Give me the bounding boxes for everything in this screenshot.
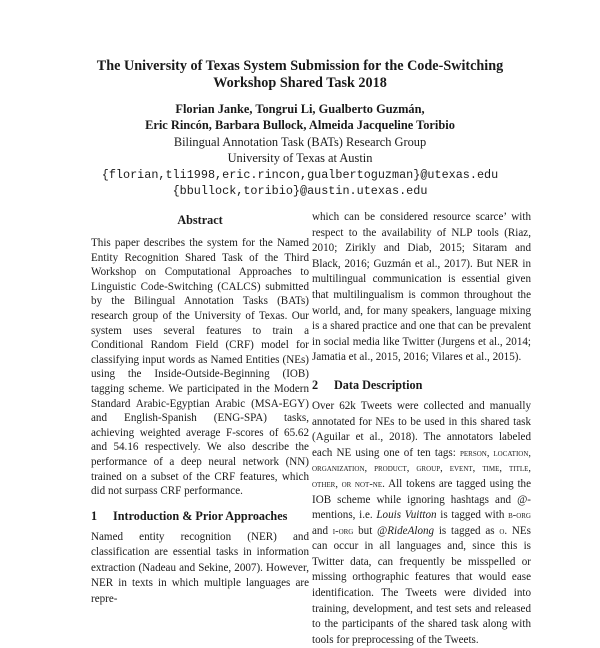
- s2-part-1: Over 62k Tweets were collected and manually annotated for NEs to be used in this shared task (Aguilar et al., 2018). The annotators labeled each NE using one of ten tags:: [312, 399, 531, 459]
- title-line-1: The University of Texas System Submission for the Code-Switching: [96, 58, 504, 74]
- email-line-1: {florian,tli1998,eric.rincon,gualbertoguzman}@utexas.edu: [101, 167, 499, 182]
- s2-part-4: and: [312, 524, 333, 537]
- s2-part-7: . NEs can occur in all languages and, since this is Twitter data, can frequently be misspelled or missing orthographic features that would ease identification. The Tweets were divided into training, development, and test sets and released to the participants of the shared task along with tools for preprocessing of the Tweets.: [312, 524, 532, 646]
- abstract-heading: Abstract: [177, 213, 223, 227]
- title-line-2: Workshop Shared Task 2018: [213, 75, 387, 91]
- section-2-text: [312, 399, 531, 648]
- authors-line-1: Florian Janke, Tongrui Li, Gualberto Guzmán,: [175, 102, 425, 116]
- section-2-number: 2: [312, 377, 319, 392]
- left-column: [91, 210, 309, 608]
- section-2-heading: [312, 378, 531, 393]
- section-1-heading: [91, 509, 309, 524]
- section-1-number: 1: [91, 508, 98, 523]
- intro-continued-text: which can be considered resource scarce’ with respect to the availability of NLP tools (Riaz, 2010; Zirikly and Diab, 2015; Sitaram and Black, 2016; Guzmán et al., 2017). But NER in multilingual communication is essential given that multilingualism is common throughout the world, and, for many speakers, language mixing is a shared practice and one that can be prevalent in social media like Twitter (Jurgens et al., 2014; Jamatia et al., 2015, 2016; Vilares et al., 2015).: [312, 211, 531, 364]
- email-line-2: {bbullock,toribio}@austin.utexas.edu: [172, 184, 428, 199]
- section-1-text: Named entity recognition (NER) and classification are essential tasks in information extraction (Nadeau and Sekine, 2007). However, NER in texts in which multiple languages are repre-: [91, 530, 309, 606]
- paper-title: [60, 58, 540, 92]
- tag-b-org: b-org: [508, 510, 531, 522]
- example-louis-vuitton: Louis Vuitton: [376, 509, 437, 522]
- affiliation-line-2: University of Texas at Austin: [227, 151, 373, 166]
- s2-part-2: . All tokens are tagged using the IOB scheme while ignoring hashtags and @-mentions, i.e.: [312, 477, 531, 522]
- author-block: [60, 101, 540, 199]
- s2-part-5: but: [353, 524, 378, 537]
- tag-i-org: i-org: [332, 525, 354, 537]
- authors-line-2: Eric Rincón, Barbara Bullock, Almeida Jacqueline Toribio: [145, 118, 455, 133]
- example-ridealong: @RideAlong: [377, 524, 435, 537]
- s2-part-3: is tagged with: [436, 509, 509, 522]
- tag-o: o: [499, 525, 505, 537]
- s2-part-6: is tagged as: [434, 524, 500, 537]
- abstract-text: This paper describes the system for the Named Entity Recognition Shared Task of the Third Workshop on Computational Approaches to Linguistic Code-Switching (CALCS) submitted by the Bilingual Annotation Tasks (BATs) research group of the University of Texas. Our system uses several features to train a Conditional Random Field (CRF) model for classifying input words as Named Entities (NEs) using the Inside-Outside-Beginning (IOB) tagging scheme. We participated in the Modern Standard Arabic-Egyptian Arabic (MSA-EGY) and English-Spanish (ENG-SPA) tasks, achieving weighted average F-scores of 65.62 and 54.16 respectively. We also describe the performance of a deep neural network (NN) trained on a subset of the CRF features, which did not surpass CRF performance.: [91, 237, 309, 498]
- section-1-title: Introduction & Prior Approaches: [113, 508, 288, 523]
- ne-tag-list: person, location, organization, product, group, event, time, title, other, or not-ne: [312, 447, 531, 490]
- right-column: [312, 210, 531, 648]
- section-2-title: Data Description: [334, 377, 423, 392]
- affiliation-line-1: Bilingual Annotation Task (BATs) Research Group: [173, 134, 427, 149]
